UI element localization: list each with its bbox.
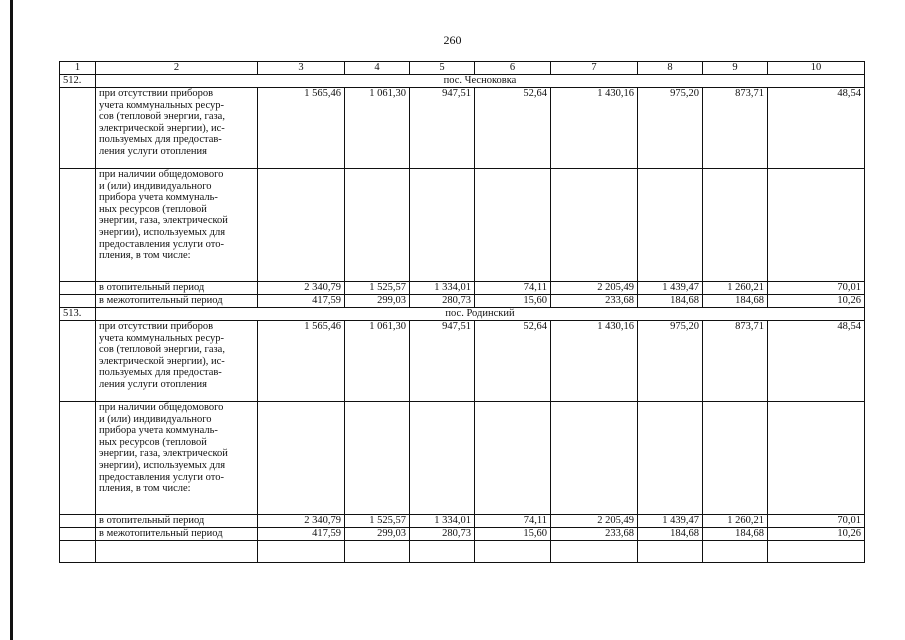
value-cell: 48,54 — [768, 321, 865, 402]
value-cell: 975,20 — [638, 88, 703, 169]
value-cell: 417,59 — [258, 528, 345, 541]
empty-cell — [345, 541, 410, 563]
value-cell: 52,64 — [475, 321, 551, 402]
empty-cell — [60, 402, 96, 515]
value-cell: 947,51 — [410, 88, 475, 169]
column-header: 2 — [96, 62, 258, 75]
value-cell — [345, 402, 410, 515]
value-cell — [703, 402, 768, 515]
value-cell: 1 565,46 — [258, 88, 345, 169]
value-cell — [638, 169, 703, 282]
row-label: при наличии общедомового и (или) индивидуального прибора учета коммуналь- ных ресурсов (тепловой энергии, газа, электрической энергии), используемых для предоставления услуги ото- пления, в том числе: — [96, 169, 258, 282]
page-edge-bar — [10, 0, 13, 640]
section-number: 513. — [60, 308, 96, 321]
value-cell: 233,68 — [551, 295, 638, 308]
row-label: при отсутствии приборов учета коммунальных ресур- сов (тепловой энергии, газа, электрической энергии), ис- пользуемых для предостав- ления услуги отопления — [96, 88, 258, 169]
row-label: в отопительный период — [96, 282, 258, 295]
empty-cell — [60, 295, 96, 308]
empty-cell — [410, 541, 475, 563]
row-label: в отопительный период — [96, 515, 258, 528]
column-header: 5 — [410, 62, 475, 75]
empty-cell — [703, 541, 768, 563]
value-cell — [475, 169, 551, 282]
empty-cell — [60, 515, 96, 528]
table-row — [60, 528, 865, 541]
value-cell: 1 525,57 — [345, 282, 410, 295]
value-cell: 2 340,79 — [258, 515, 345, 528]
value-cell: 74,11 — [475, 282, 551, 295]
locality-name: пос. Родинский — [96, 308, 865, 321]
value-cell: 1 061,30 — [345, 88, 410, 169]
table-row — [60, 282, 865, 295]
column-header: 8 — [638, 62, 703, 75]
value-cell: 1 334,01 — [410, 282, 475, 295]
empty-cell — [768, 541, 865, 563]
value-cell: 184,68 — [703, 295, 768, 308]
column-header: 1 — [60, 62, 96, 75]
empty-cell — [60, 169, 96, 282]
value-cell: 52,64 — [475, 88, 551, 169]
value-cell: 2 340,79 — [258, 282, 345, 295]
page-number: 260 — [443, 33, 462, 47]
value-cell — [410, 402, 475, 515]
locality-name: пос. Чесноковка — [96, 75, 865, 88]
value-cell: 48,54 — [768, 88, 865, 169]
empty-cell — [551, 541, 638, 563]
empty-cell — [96, 541, 258, 563]
table-row — [60, 295, 865, 308]
value-cell: 1 430,16 — [551, 88, 638, 169]
value-cell: 10,26 — [768, 528, 865, 541]
value-cell: 1 260,21 — [703, 282, 768, 295]
value-cell: 280,73 — [410, 295, 475, 308]
table-row — [60, 515, 865, 528]
value-cell: 975,20 — [638, 321, 703, 402]
value-cell: 873,71 — [703, 321, 768, 402]
trailing-empty-row — [60, 541, 865, 563]
empty-cell — [60, 541, 96, 563]
section-header-row — [60, 308, 865, 321]
column-header: 7 — [551, 62, 638, 75]
value-cell — [345, 169, 410, 282]
value-cell — [551, 169, 638, 282]
table-row — [60, 88, 865, 169]
empty-cell — [475, 541, 551, 563]
value-cell: 10,26 — [768, 295, 865, 308]
table-row — [60, 402, 865, 515]
value-cell: 15,60 — [475, 528, 551, 541]
value-cell — [703, 169, 768, 282]
empty-cell — [60, 528, 96, 541]
row-label: в межотопительный период — [96, 295, 258, 308]
row-label: при наличии общедомового и (или) индивидуального прибора учета коммуналь- ных ресурсов (тепловой энергии, газа, электрической энергии), используемых для предоставления услуги ото- пления, в том числе: — [96, 402, 258, 515]
column-header: 9 — [703, 62, 768, 75]
value-cell: 1 565,46 — [258, 321, 345, 402]
column-number-row — [60, 62, 865, 75]
value-cell: 184,68 — [638, 295, 703, 308]
empty-cell — [638, 541, 703, 563]
value-cell: 873,71 — [703, 88, 768, 169]
value-cell — [768, 402, 865, 515]
empty-cell — [60, 321, 96, 402]
value-cell — [551, 402, 638, 515]
value-cell: 15,60 — [475, 295, 551, 308]
section-header-row — [60, 75, 865, 88]
value-cell: 233,68 — [551, 528, 638, 541]
value-cell: 2 205,49 — [551, 515, 638, 528]
row-label: в межотопительный период — [96, 528, 258, 541]
value-cell: 1 061,30 — [345, 321, 410, 402]
value-cell: 184,68 — [638, 528, 703, 541]
value-cell — [768, 169, 865, 282]
value-cell — [410, 169, 475, 282]
column-header: 3 — [258, 62, 345, 75]
value-cell: 74,11 — [475, 515, 551, 528]
table-row — [60, 321, 865, 402]
value-cell: 299,03 — [345, 528, 410, 541]
value-cell: 70,01 — [768, 515, 865, 528]
tariff-table — [59, 61, 865, 563]
value-cell: 1 525,57 — [345, 515, 410, 528]
value-cell: 70,01 — [768, 282, 865, 295]
value-cell: 299,03 — [345, 295, 410, 308]
value-cell: 417,59 — [258, 295, 345, 308]
value-cell — [258, 402, 345, 515]
table-row — [60, 169, 865, 282]
value-cell: 2 205,49 — [551, 282, 638, 295]
column-header: 6 — [475, 62, 551, 75]
value-cell: 1 439,47 — [638, 282, 703, 295]
section-number: 512. — [60, 75, 96, 88]
column-header: 4 — [345, 62, 410, 75]
row-label: при отсутствии приборов учета коммунальных ресур- сов (тепловой энергии, газа, электрической энергии), ис- пользуемых для предостав- ления услуги отопления — [96, 321, 258, 402]
empty-cell — [258, 541, 345, 563]
value-cell — [258, 169, 345, 282]
empty-cell — [60, 282, 96, 295]
value-cell: 947,51 — [410, 321, 475, 402]
value-cell — [638, 402, 703, 515]
empty-cell — [60, 88, 96, 169]
value-cell: 184,68 — [703, 528, 768, 541]
column-header: 10 — [768, 62, 865, 75]
value-cell — [475, 402, 551, 515]
value-cell: 1 260,21 — [703, 515, 768, 528]
value-cell: 1 439,47 — [638, 515, 703, 528]
value-cell: 1 430,16 — [551, 321, 638, 402]
value-cell: 280,73 — [410, 528, 475, 541]
value-cell: 1 334,01 — [410, 515, 475, 528]
